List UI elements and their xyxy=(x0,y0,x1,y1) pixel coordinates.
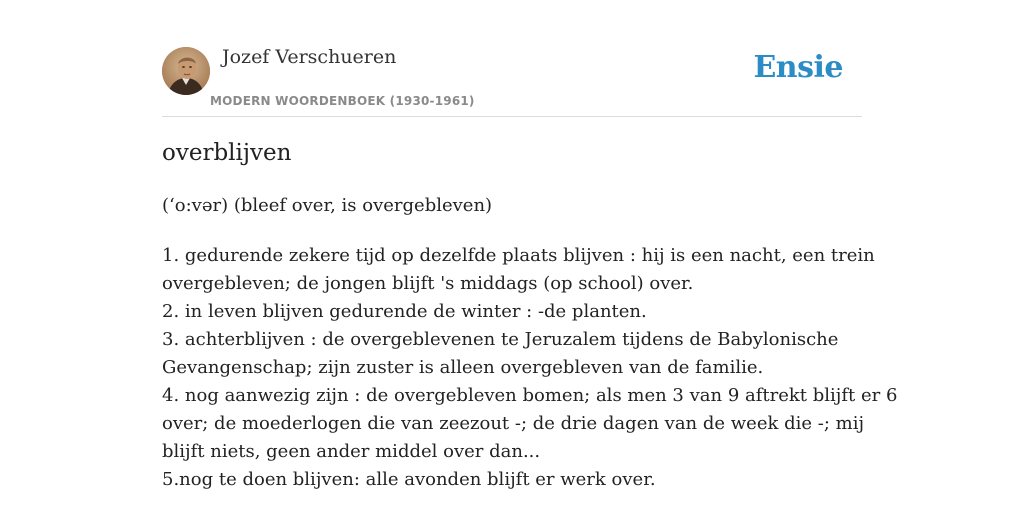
ensie-logo[interactable]: Ensie xyxy=(753,50,843,85)
definition-line: over; de moederlogen die van zeezout -; de drie dagen van de week die -; mij xyxy=(162,413,865,434)
definition-line: Gevangenschap; zijn zuster is alleen overgebleven van de familie. xyxy=(162,357,764,378)
definition-line: 4. nog aanwezig zijn : de overgebleven bomen; als men 3 van 9 aftrekt blijft er 6 xyxy=(162,385,898,406)
author-portrait-icon xyxy=(162,47,210,95)
definition-line: blijft niets, geen ander middel over dan... xyxy=(162,441,541,462)
author-name[interactable]: Jozef Verschueren xyxy=(222,46,397,68)
definition-line: overgebleven; de jongen blijft 's middags (op school) over. xyxy=(162,273,694,294)
pronunciation: (ʻo:vər) (bleef over, is overgebleven) xyxy=(162,195,493,216)
author-avatar[interactable] xyxy=(162,47,210,95)
definition-line: 5.nog te doen blijven: alle avonden blijft er werk over. xyxy=(162,469,656,490)
definition-line: 3. achterblijven : de overgeblevenen te Jeruzalem tijdens de Babylonische xyxy=(162,329,839,350)
headword: overblijven xyxy=(162,140,292,166)
definition-line: 1. gedurende zekere tijd op dezelfde plaats blijven : hij is een nacht, een trein xyxy=(162,245,875,266)
definition-line: 2. in leven blijven gedurende de winter : -de planten. xyxy=(162,301,647,322)
author-header xyxy=(162,44,862,117)
definition-text xyxy=(162,242,898,494)
source-name[interactable]: MODERN WOORDENBOEK (1930-1961) xyxy=(210,94,475,108)
